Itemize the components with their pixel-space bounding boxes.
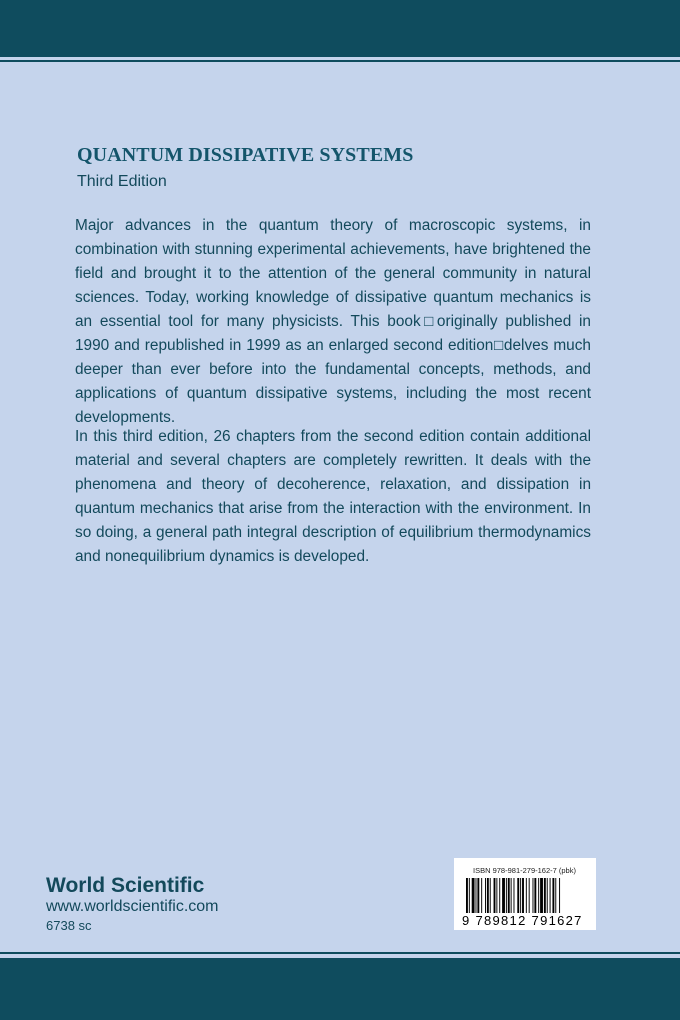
barcode-number: 9 789812 791627 [462, 913, 592, 928]
barcode-bar [547, 878, 548, 914]
edition-label: Third Edition [77, 173, 167, 190]
barcode-bar [517, 878, 519, 914]
barcode-bar [481, 878, 482, 914]
barcode-bar [508, 878, 510, 914]
barcode-bar [559, 878, 560, 914]
barcode-bar [534, 878, 536, 914]
barcode-bar [544, 878, 546, 914]
barcode-bar [477, 878, 479, 914]
barcode-bar [529, 878, 530, 914]
barcode-bar [550, 878, 551, 914]
barcode-bar [506, 878, 507, 914]
bottom-band [0, 958, 680, 1020]
barcode-bar [552, 878, 554, 914]
barcode-bar [540, 878, 543, 914]
barcode-bar [526, 878, 527, 914]
book-title: QUANTUM DISSIPATIVE SYSTEMS [77, 144, 414, 166]
catalog-code: 6738 sc [46, 918, 92, 933]
barcode-bar [555, 878, 556, 914]
barcode-bar [466, 878, 468, 914]
barcode-bar [494, 878, 496, 914]
barcode-bar [487, 878, 489, 914]
barcode-bar [520, 878, 521, 914]
publisher-name: World Scientific [46, 874, 205, 897]
isbn-barcode [454, 858, 596, 930]
barcode-bar [533, 878, 534, 914]
top-band [0, 0, 680, 57]
description-paragraph-1: Major advances in the quantum theory of macroscopic systems, in combination with stunning experimental achievements, have brightened the field and brought it to the attention of the general community in natural sciences. Today, working knowledge of dissipative quantum mechanics is an essential tool for many physicists. This book□originally published in 1990 and republished in 1999 as an enlarged second edition□delves much deeper than ever before into the fundamental concepts, methods, and applications of quantum dissipative systems, including the most recent developments. [75, 217, 591, 426]
barcode-bar [469, 878, 470, 914]
barcode-bar [496, 878, 497, 914]
top-rule [0, 60, 680, 62]
barcode-bar [511, 878, 512, 914]
barcode-bar [538, 878, 539, 914]
description-paragraph-2: In this third edition, 26 chapters from the second edition contain additional material and several chapters are completely rewritten. It deals with the phenomena and theory of decoherence, relaxation, and dissipation in quantum mechanics that arise from the interaction with the environment. In so doing, a general path integral description of equilibrium thermodynamics and nonequilibrium dynamics is developed. [75, 428, 591, 565]
barcode-bar [499, 878, 500, 914]
barcode-bar [485, 878, 486, 914]
publisher-website: www.worldscientific.com [46, 898, 219, 915]
barcode-bar [472, 878, 475, 914]
barcode-bar [514, 878, 515, 914]
bottom-rule [0, 952, 680, 954]
isbn-label: ISBN 978-981-279-162-7 (pbk) [473, 866, 576, 875]
barcode-bar [476, 878, 477, 914]
barcode-bar [502, 878, 505, 914]
barcode-bar [522, 878, 524, 914]
barcode-bar [490, 878, 491, 914]
barcode-bars [464, 878, 586, 914]
